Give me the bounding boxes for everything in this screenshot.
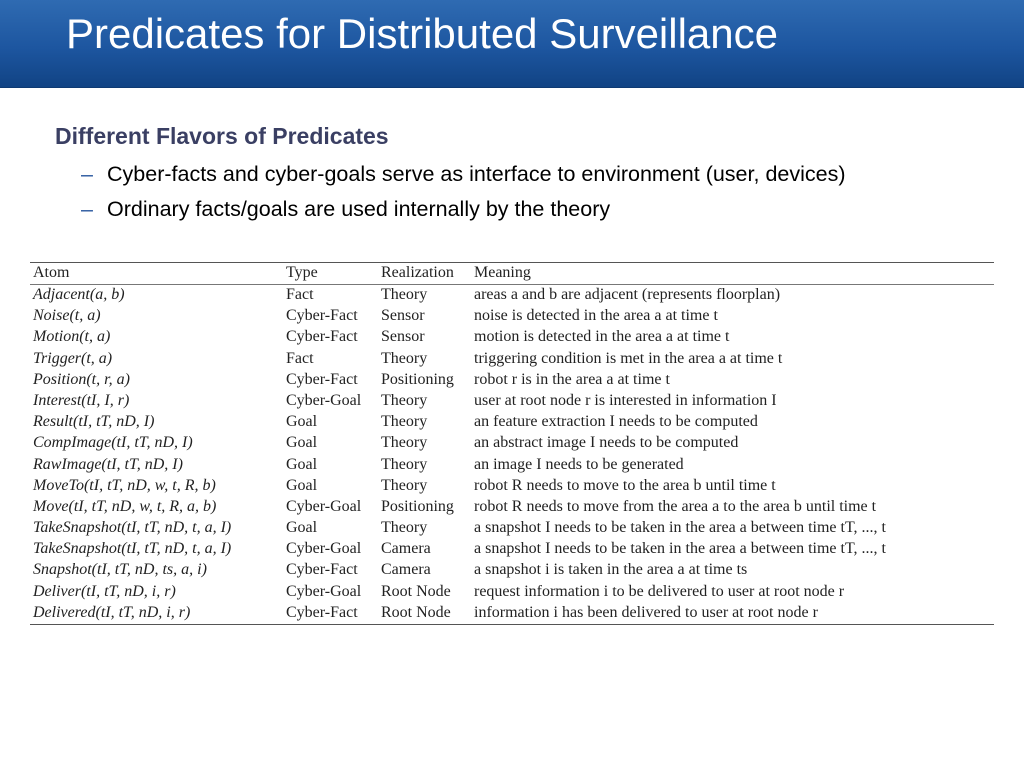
cell-meaning: robot R needs to move from the area a to the area b until time t xyxy=(474,497,877,515)
cell-meaning: a snapshot I needs to be taken in the area a between time tT, ..., t xyxy=(474,540,886,558)
bullet-dash-icon: – xyxy=(81,162,93,186)
cell-realization: Theory xyxy=(381,349,428,367)
bullet-item xyxy=(81,162,846,187)
table-body xyxy=(30,285,994,624)
table-row xyxy=(30,327,994,348)
cell-meaning: request information i to be delivered to user at root node r xyxy=(474,582,845,600)
cell-type: Goal xyxy=(286,434,318,452)
table-row xyxy=(30,603,994,624)
cell-realization: Camera xyxy=(381,561,431,579)
cell-atom: Adjacent(a, b) xyxy=(33,286,125,303)
cell-meaning: an abstract image I needs to be computed xyxy=(474,434,739,452)
table-row xyxy=(30,349,994,370)
cell-realization: Root Node xyxy=(381,582,451,600)
table-row xyxy=(30,391,994,412)
table-row xyxy=(30,370,994,391)
table-row xyxy=(30,476,994,497)
cell-realization: Positioning xyxy=(381,497,454,515)
cell-atom: CompImage(tI, tT, nD, I) xyxy=(33,434,193,452)
cell-realization: Root Node xyxy=(381,603,451,621)
cell-type: Cyber-Goal xyxy=(286,497,362,515)
cell-realization: Theory xyxy=(381,455,428,473)
table-row xyxy=(30,433,994,454)
title-bar xyxy=(0,0,1024,88)
cell-atom: TakeSnapshot(tI, tT, nD, t, a, I) xyxy=(33,540,232,558)
cell-realization: Theory xyxy=(381,413,428,431)
cell-atom: Move(tI, tT, nD, w, t, R, a, b) xyxy=(33,497,217,515)
cell-meaning: robot R needs to move to the area b until time t xyxy=(474,476,776,494)
cell-type: Cyber-Fact xyxy=(286,370,358,388)
bullet-item xyxy=(81,197,610,222)
cell-realization: Sensor xyxy=(381,328,425,346)
table-row xyxy=(30,285,994,306)
cell-meaning: areas a and b are adjacent (represents floorplan) xyxy=(474,286,781,303)
cell-realization: Sensor xyxy=(381,307,425,325)
table-row xyxy=(30,455,994,476)
cell-meaning: an image I needs to be generated xyxy=(474,455,684,473)
cell-realization: Camera xyxy=(381,540,431,558)
cell-atom: Position(t, r, a) xyxy=(33,370,130,388)
cell-atom: Deliver(tI, tT, nD, i, r) xyxy=(33,582,176,600)
cell-realization: Theory xyxy=(381,286,428,303)
cell-atom: Delivered(tI, tT, nD, i, r) xyxy=(33,603,191,621)
cell-realization: Theory xyxy=(381,519,428,537)
cell-type: Cyber-Fact xyxy=(286,603,358,621)
cell-meaning: user at root node r is interested in information I xyxy=(474,391,777,409)
cell-meaning: a snapshot I needs to be taken in the area a between time tT, ..., t xyxy=(474,519,886,537)
cell-atom: TakeSnapshot(tI, tT, nD, t, a, I) xyxy=(33,519,232,537)
column-header-realization: Realization xyxy=(381,264,454,281)
slide-title: Predicates for Distributed Surveillance xyxy=(66,10,778,57)
cell-meaning: robot r is in the area a at time t xyxy=(474,370,670,388)
cell-meaning: motion is detected in the area a at time t xyxy=(474,328,730,346)
cell-meaning: triggering condition is met in the area a at time t xyxy=(474,349,783,367)
table-row xyxy=(30,306,994,327)
table-row xyxy=(30,518,994,539)
table-row xyxy=(30,560,994,581)
column-header-type: Type xyxy=(286,264,318,281)
table-row xyxy=(30,412,994,433)
table-bottom-rule xyxy=(30,624,994,625)
cell-realization: Theory xyxy=(381,434,428,452)
cell-type: Cyber-Fact xyxy=(286,561,358,579)
cell-atom: Noise(t, a) xyxy=(33,307,101,325)
cell-type: Goal xyxy=(286,519,318,537)
cell-atom: RawImage(tI, tT, nD, I) xyxy=(33,455,183,473)
cell-type: Cyber-Fact xyxy=(286,328,358,346)
cell-meaning: information i has been delivered to user at root node r xyxy=(474,603,818,621)
cell-atom: Trigger(t, a) xyxy=(33,349,113,367)
cell-atom: Result(tI, tT, nD, I) xyxy=(33,413,155,431)
cell-atom: Snapshot(tI, tT, nD, ts, a, i) xyxy=(33,561,207,579)
cell-atom: MoveTo(tI, tT, nD, w, t, R, b) xyxy=(33,476,216,494)
cell-realization: Positioning xyxy=(381,370,454,388)
bullet-dash-icon: – xyxy=(81,197,93,221)
cell-type: Goal xyxy=(286,413,318,431)
column-header-meaning: Meaning xyxy=(474,264,531,281)
cell-type: Cyber-Goal xyxy=(286,582,362,600)
cell-meaning: an feature extraction I needs to be computed xyxy=(474,413,758,431)
cell-realization: Theory xyxy=(381,391,428,409)
cell-type: Fact xyxy=(286,286,314,303)
cell-type: Cyber-Goal xyxy=(286,391,362,409)
cell-meaning: a snapshot i is taken in the area a at time ts xyxy=(474,561,748,579)
cell-atom: Motion(t, a) xyxy=(33,328,111,346)
cell-meaning: noise is detected in the area a at time t xyxy=(474,307,718,325)
cell-type: Cyber-Fact xyxy=(286,307,358,325)
bullet-text: Ordinary facts/goals are used internally by the theory xyxy=(107,197,611,221)
table-row xyxy=(30,582,994,603)
column-header-atom: Atom xyxy=(33,264,70,281)
section-heading: Different Flavors of Predicates xyxy=(55,123,389,149)
cell-type: Goal xyxy=(286,476,318,494)
cell-atom: Interest(tI, I, r) xyxy=(33,391,130,409)
cell-type: Cyber-Goal xyxy=(286,540,362,558)
cell-type: Fact xyxy=(286,349,314,367)
predicates-table xyxy=(30,262,994,625)
table-row xyxy=(30,497,994,518)
table-row xyxy=(30,539,994,560)
bullet-text: Cyber-facts and cyber-goals serve as interface to environment (user, devices) xyxy=(107,162,846,186)
cell-type: Goal xyxy=(286,455,318,473)
table-header-row xyxy=(30,263,994,284)
cell-realization: Theory xyxy=(381,476,428,494)
